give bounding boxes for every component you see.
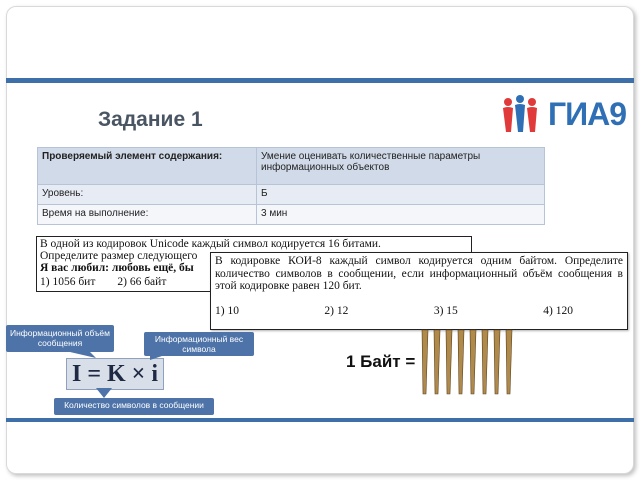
row-label: Проверяемый элемент содержания: bbox=[38, 148, 257, 185]
callout-weight: Информационный вес символа bbox=[144, 332, 254, 356]
task2-answer: 2) 12 bbox=[324, 304, 349, 317]
byte-label: 1 Байт = bbox=[346, 352, 416, 371]
task2-answer: 1) 10 bbox=[215, 304, 239, 317]
table-row bbox=[38, 205, 545, 225]
table-row bbox=[38, 185, 545, 205]
row-value: 3 мин bbox=[257, 205, 545, 225]
task1-answer: 2) 66 байт bbox=[117, 276, 167, 288]
bottom-accent-bar bbox=[6, 418, 634, 422]
task2-question: В кодировке КОИ-8 каждый символ кодируется одним байтом. Определите количество символов в сообщении, если информационный объём сообщения в этой кодировке равен 120 бит. bbox=[215, 255, 623, 292]
bats-illustration bbox=[416, 328, 526, 398]
row-label: Время на выполнение: bbox=[38, 205, 257, 225]
row-value: Б bbox=[257, 185, 545, 205]
task1-line1: В одной из кодировок Unicode каждый символ кодируется 16 битами. bbox=[40, 238, 381, 250]
people-logo-icon bbox=[503, 95, 537, 132]
top-accent-bar bbox=[6, 78, 634, 83]
logo-text: ГИА9 bbox=[548, 96, 627, 132]
callout-count: Количество символов в сообщении bbox=[54, 398, 214, 415]
task2-card bbox=[210, 252, 628, 330]
row-label: Уровень: bbox=[38, 185, 257, 205]
bat-icon bbox=[422, 330, 512, 394]
info-table bbox=[37, 147, 545, 225]
task1-answer: 1) 1056 бит bbox=[40, 276, 96, 288]
task1-line2: Определите размер следующего bbox=[40, 250, 198, 262]
task2-answers bbox=[215, 305, 623, 318]
callout-volume: Информационный объём сообщения bbox=[6, 325, 114, 352]
task1-line3: Я вас любил: любовь ещё, бы bbox=[40, 262, 194, 274]
row-value: Умение оценивать количественные параметры информационных объектов bbox=[257, 148, 545, 185]
table-row bbox=[38, 148, 545, 185]
task2-answer: 4) 120 bbox=[543, 304, 573, 317]
task2-answer: 3) 15 bbox=[433, 304, 458, 317]
slide-title: Задание 1 bbox=[98, 108, 203, 131]
formula: I = K × i bbox=[66, 358, 164, 390]
